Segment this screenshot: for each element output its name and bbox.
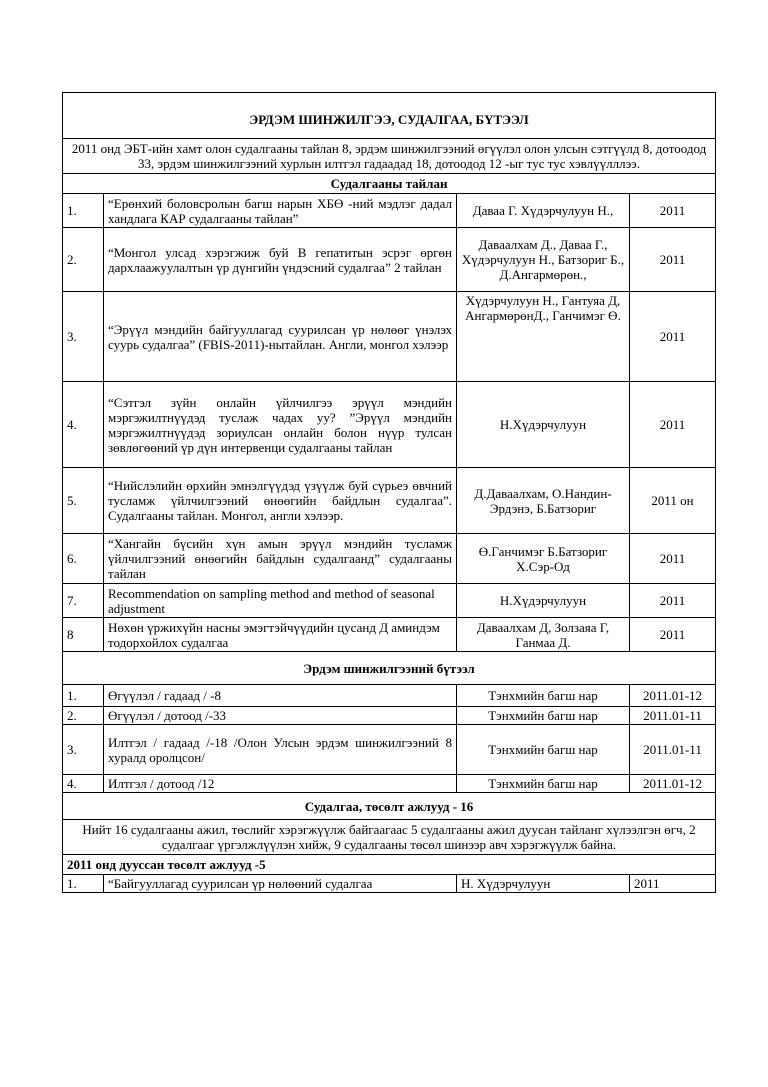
row-authors: Ө.Ганчимэг Б.Батзориг Х.Сэр-Од — [457, 534, 630, 584]
row-title: Өгүүлэл / дотоод /-33 — [104, 707, 457, 725]
row-number: 4. — [63, 382, 104, 468]
row-title: “Нийслэлийн өрхийн эмнэлгүүдэд үзүүлж буй сүрьеэ өвчний тусламж үйлчилгээний өнөөгийн байдлын судалгаа”. Судалгааны тайлан. Монгол, англи хэлээр. — [104, 468, 457, 534]
row-title: “Ерөнхий боловсролын багш нарын ХБӨ -ний мэдлэг дадал хандлага КАР судалгааны тайлан” — [104, 194, 457, 228]
row-title: Илтгэл / дотоод /12 — [104, 775, 457, 793]
row-authors: Даваалхам Д, Золзаяа Г, Ганмаа Д. — [457, 618, 630, 652]
row-authors: Даваалхам Д., Даваа Г., Хүдэрчулуун Н., Батзориг Б., Д.Ангармөрөн., — [457, 228, 630, 292]
row-year: 2011 — [630, 584, 716, 618]
row-year: 2011 — [630, 194, 716, 228]
row-authors: Тэнхмийн багш нар — [457, 775, 630, 793]
table-row — [63, 228, 716, 292]
row-title: Recommendation on sampling method and method of seasonal adjustment — [104, 584, 457, 618]
row-authors: Тэнхмийн багш нар — [457, 685, 630, 707]
row-authors: Хүдэрчулуун Н., Гантуяа Д, АнгармөрөнД., Ганчимэг Ө. — [457, 292, 630, 382]
row-authors: Тэнхмийн багш нар — [457, 707, 630, 725]
table-row — [63, 292, 716, 382]
row-title: “Байгууллагад суурилсан үр нөлөөний судалгаа — [104, 875, 457, 893]
row-number: 8 — [63, 618, 104, 652]
table-row — [63, 685, 716, 707]
row-authors: Д.Даваалхам, О.Нандин-Эрдэнэ, Б.Батзориг — [457, 468, 630, 534]
row-title: Илтгэл / гадаад /-18 /Олон Улсын эрдэм шинжилгээний 8 хуралд оролцсон/ — [104, 725, 457, 775]
row-authors: Даваа Г. Хүдэрчулуун Н., — [457, 194, 630, 228]
row-number: 7. — [63, 584, 104, 618]
row-year: 2011.01-12 — [630, 685, 716, 707]
completed-heading: 2011 онд дууссан төсөлт ажлууд -5 — [63, 855, 716, 875]
works-heading: Эрдэм шинжилгээний бүтээл — [63, 652, 716, 685]
intro-row — [63, 139, 716, 174]
table-row — [63, 707, 716, 725]
row-number: 4. — [63, 775, 104, 793]
row-number: 5. — [63, 468, 104, 534]
row-number: 6. — [63, 534, 104, 584]
row-number: 2. — [63, 707, 104, 725]
row-year: 2011 он — [630, 468, 716, 534]
research-table — [62, 92, 716, 893]
intro-text: 2011 онд ЭБТ-ийн хамт олон судалгааны тайлан 8, эрдэм шинжилгээний өгүүлэл олон улсын сэтгүүлд 8, дотоодод 33, эрдэм шинжилгээний хурлын илтгэл гадаадад 18, дотоодод 12 -ыг тус тус хэвлүүлллээ. — [63, 139, 716, 174]
row-title: Өгүүлэл / гадаад / -8 — [104, 685, 457, 707]
row-title: “Эрүүл мэндийн байгууллагад суурилсан үр нөлөөг үнэлэх суурь судалгаа” (FBIS-2011)-нытайлан. Англи, монгол хэлээр — [104, 292, 457, 382]
row-year: 2011 — [630, 292, 716, 382]
row-year: 2011 — [630, 534, 716, 584]
row-title: “Сэтгэл зүйн онлайн үйлчилгээ эрүүл мэндийн мэргэжилтнүүдэд туслаж чадах уу? ”Эрүүл мэндийн мэргэжилтнүүдэд зориулсан онлайн болон нүүр тулсан зөвлөгөөний үр дүн интервенци судалгааны тайлан — [104, 382, 457, 468]
summary-row — [63, 820, 716, 855]
row-number: 3. — [63, 292, 104, 382]
section-heading-row — [63, 174, 716, 194]
row-number: 1. — [63, 685, 104, 707]
section-heading-row — [63, 793, 716, 820]
row-authors: Н. Хүдэрчулуун — [457, 875, 630, 893]
row-number: 1. — [63, 875, 104, 893]
title-row — [63, 93, 716, 139]
row-number: 1. — [63, 194, 104, 228]
row-number: 3. — [63, 725, 104, 775]
row-authors: Н.Хүдэрчулуун — [457, 584, 630, 618]
row-number: 2. — [63, 228, 104, 292]
row-year: 2011.01-11 — [630, 725, 716, 775]
row-year: 2011 — [630, 618, 716, 652]
table-row — [63, 875, 716, 893]
page-title: ЭРДЭМ ШИНЖИЛГЭЭ, СУДАЛГАА, БҮТЭЭЛ — [63, 93, 716, 139]
table-row — [63, 725, 716, 775]
row-year: 2011 — [630, 228, 716, 292]
section-heading-row — [63, 652, 716, 685]
row-year: 2011 — [630, 382, 716, 468]
projects-heading: Судалгаа, төсөлт ажлууд - 16 — [63, 793, 716, 820]
row-year: 2011.01-11 — [630, 707, 716, 725]
table-row — [63, 618, 716, 652]
table-row — [63, 775, 716, 793]
row-year: 2011.01-12 — [630, 775, 716, 793]
row-title: “Хангайн бүсийн хүн амын эрүүл мэндийн тусламж үйлчилгээний өнөөгийн байдлын судалгаанд” судалгааны тайлан — [104, 534, 457, 584]
projects-summary: Нийт 16 судалгааны ажил, төслийг хэрэгжүүлж байгаагаас 5 судалгааны ажил дуусан тайланг хүлээлгэн өгч, 2 судалгааг үргэлжлүүлэн хийж, 9 судалгааны төсөл шинээр авч хэрэгжүүлж байна. — [63, 820, 716, 855]
table-row — [63, 382, 716, 468]
row-authors: Тэнхмийн багш нар — [457, 725, 630, 775]
subheading-row — [63, 855, 716, 875]
table-row — [63, 468, 716, 534]
reports-heading: Судалгааны тайлан — [63, 174, 716, 194]
row-authors: Н.Хүдэрчулуун — [457, 382, 630, 468]
row-year: 2011 — [630, 875, 716, 893]
table-row — [63, 534, 716, 584]
table-row — [63, 194, 716, 228]
table-row — [63, 584, 716, 618]
row-title: Нөхөн үржихүйн насны эмэгтэйчүүдийн цусанд Д аминдэм тодорхойлох судалгаа — [104, 618, 457, 652]
row-title: “Монгол улсад хэрэгжиж буй В гепатитын эсрэг өргөн дархлаажуулалтын үр дүнгийн үндэсний судалгаа” 2 тайлан — [104, 228, 457, 292]
